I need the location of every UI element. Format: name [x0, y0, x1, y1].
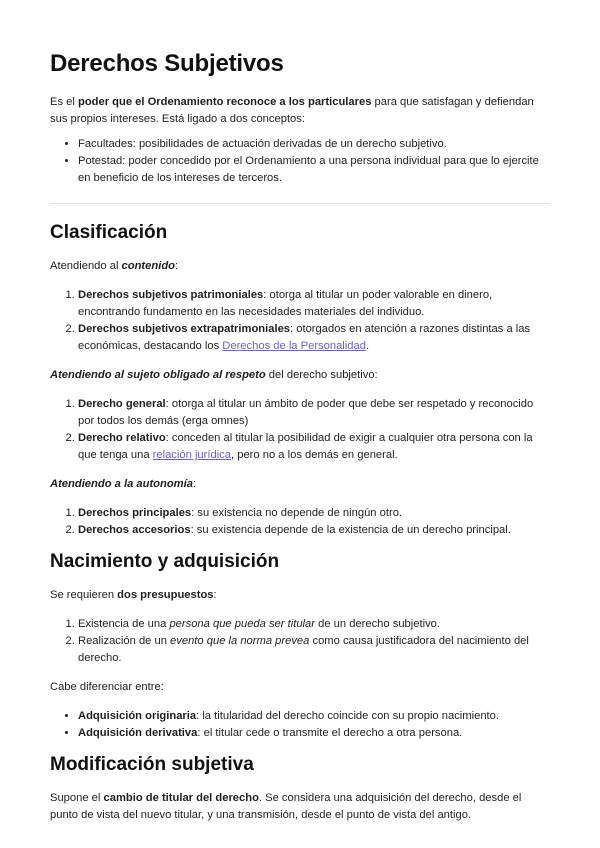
- concepts-list: [50, 136, 550, 187]
- contenido-intro: Atendiendo al contenido:: [50, 260, 179, 272]
- section-divider: [50, 203, 550, 204]
- sujeto-list: [50, 396, 550, 464]
- list-item: 1. Derechos principales: su existencia no depende de ningún otro.: [78, 505, 550, 522]
- list-item: 2. Derecho relativo: conceden al titular la posibilidad de exigir a cualquier otra persona con la que tenga una relación jurídica, pero no a los demás en general.: [78, 430, 550, 464]
- list-item: • Potestad: poder concedido por el Ordenamiento a una persona individual para que lo ejercite en beneficio de los intereses de terceros.: [78, 153, 550, 187]
- list-item: 2. Derechos accesorios: su existencia depende de la existencia de un derecho principal.: [78, 522, 550, 539]
- requisitos-list: [50, 616, 550, 667]
- intro-paragraph: Es el poder que el Ordenamiento reconoce a los particulares para que satisfagan y defiendan sus propios intereses. Está ligado a dos conceptos:: [50, 96, 534, 125]
- diferenciar-text: Cabe diferenciar entre:: [50, 681, 164, 693]
- autonomia-list: [50, 505, 550, 539]
- contenido-list: [50, 287, 550, 355]
- list-item: 1. Existencia de una persona que pueda ser titular de un derecho subjetivo.: [78, 616, 550, 633]
- adquisicion-list: [50, 708, 550, 742]
- list-item: • Adquisición derivativa: el titular cede o transmite el derecho a otra persona.: [78, 725, 550, 742]
- link-relacion-juridica[interactable]: relación jurídica: [152, 449, 232, 461]
- autonomia-intro: Atendiendo a la autonomía:: [50, 478, 197, 490]
- list-item: 2. Realización de un evento que la norma prevea como causa justificadora del nacimiento del derecho.: [78, 633, 550, 667]
- list-item: 1. Derechos subjetivos patrimoniales: otorga al titular un poder valorable en dinero, encontrando fundamento en las necesidades materiales del individuo.: [78, 287, 550, 321]
- sujeto-intro: Atendiendo al sujeto obligado al respeto del derecho subjetivo:: [50, 369, 378, 381]
- requisitos-intro: Se requieren dos presupuestos:: [50, 589, 217, 601]
- list-item: • Adquisición originaria: la titularidad del derecho coincide con su propio nacimiento.: [78, 708, 550, 725]
- section-heading-nacimiento: Nacimiento y adquisición: [50, 551, 280, 572]
- modificacion-paragraph: Supone el cambio de titular del derecho. Se considera una adquisición del derecho, desde el punto de vista del nuevo titular, y una transmisión, desde el punto de vista del antigo.: [50, 792, 522, 821]
- list-item: 2. Derechos subjetivos extrapatrimoniales: otorgados en atención a razones distintas a las económicas, destacando los Derechos de la Personalidad.: [78, 321, 550, 355]
- page-title: Derechos Subjetivos: [50, 50, 284, 77]
- list-item: 1. Derecho general: otorga al titular un ámbito de poder que debe ser respetado y reconocido por todos los demás (erga omnes): [78, 396, 550, 430]
- link-derechos-personalidad[interactable]: Derechos de la Personalidad: [222, 340, 366, 352]
- section-heading-clasificacion: Clasificación: [50, 222, 168, 243]
- section-heading-modificacion: Modificación subjetiva: [50, 754, 254, 775]
- list-item: • Facultades: posibilidades de actuación derivadas de un derecho subjetivo.: [78, 136, 550, 153]
